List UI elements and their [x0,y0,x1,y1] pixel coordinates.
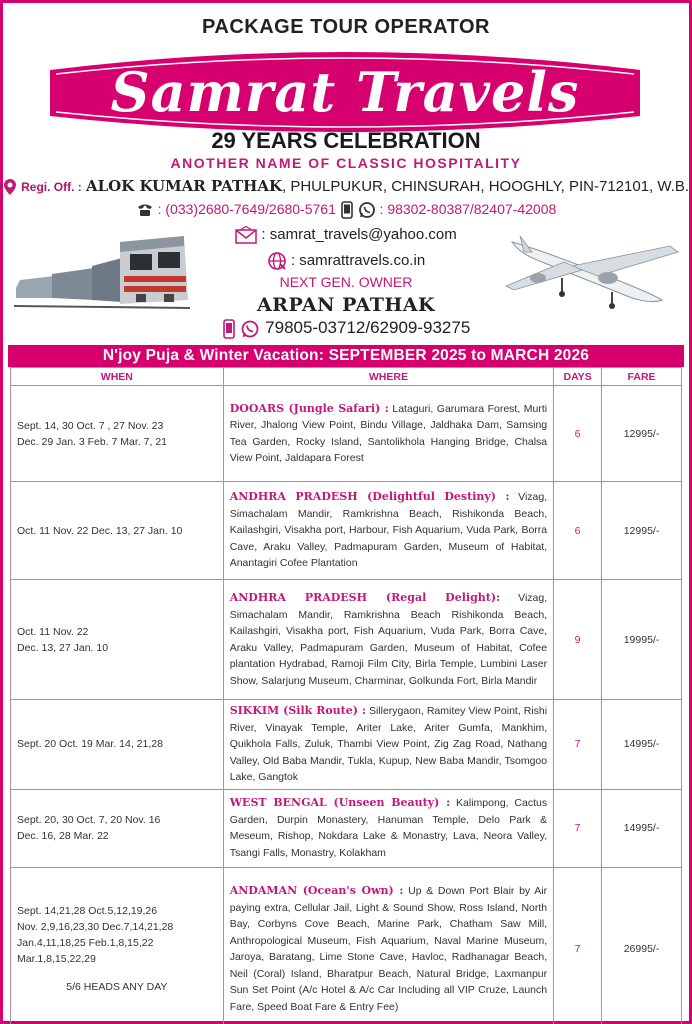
destination-places: Vizag, Simachalam Mandir, Ramkrishna Beach, Rishikonda Beach, Kailashgiri, Visakha port, Harbour, Fish Aquarium, Vuda Park, Borra Cave, Araku Valley, Padmapuram Garden, Museum of Habitat, Anantagiri Cofee Plantation [229,491,548,570]
destination-places: Up & Down Port Blair by Air paying extra, Cellular Jail, Light & Sound Show, Ross Island, North Bay, Corbyns Cove Beach, Marine Park, Chatham Saw Mill, Anthropological Museum, Fish Aquarium, Naval Marine Museum, Jaroya, Baratang, Lime Stone Cave, Havloc, Radhanagar Beach, Neil (Coral) Island, Bharatpur Beach, Natural Bridge, Laxmanpur Sun Set Point (A/c Hotel & A/c Car Including all VIP Cruze, Launch Fare, Speed Boat Fare & Entry Fee) [229,885,548,1013]
owner-phone: 79805-03712/62909-93275 [265,318,471,337]
destination-places: Vizag, Simachalam Mandir, Ramkrishna Beach Rishikonda Beach, Kailashgiri, Visakha port, Fish Aquarium, Vuda Park, Borra Cave, Araku Valley, Padmapuram Garden, Museum of Habitat, Cofee plantation Hydrabad, Ramoji Film City, Birla Temple, Lumbini Laser Show, Salarjung Museum, Charminar, Golkunda Fort, Birla Mandir [229,592,548,687]
group-size-note: 5/6 HEADS ANY DAY [66,981,168,993]
tour-table [10,367,682,1024]
proprietor-name: ALOK KUMAR PATHAK [85,177,282,195]
tour-itinerary [223,700,553,790]
tour-fare: 12995/- [602,386,682,482]
mobile-numbers: : 98302-80387/82407-42008 [379,201,557,217]
tour-fare: 19995/- [602,580,682,700]
tour-itinerary [223,386,553,482]
tour-dates: Sept. 14,21,28 Oct.5,12,19,26 Nov. 2,9,16,23,30 Dec.7,14,21,28 Jan.4,11,18,25 Feb.1,8,15,22 Mar.1,8,15,22,29 5/6 HEADS ANY DAY [11,867,224,1024]
email-address[interactable]: : samrat_travels@yahoo.com [261,226,457,243]
address-text: , PHULPUKUR, CHINSURAH, HOOGHLY, PIN-712101, W.B. [282,178,690,195]
tour-dates: Sept. 14, 30 Oct. 7 , 27 Nov. 23 Dec. 29 Jan. 3 Feb. 7 Mar. 7, 21 [11,386,224,482]
tour-fare: 14995/- [602,789,682,867]
destination-title: WEST BENGAL (Unseen Beauty) : [229,796,451,809]
destination-title: ANDAMAN (Ocean's Own) : [229,884,404,897]
tour-dates: Sept. 20, 30 Oct. 7, 20 Nov. 16 Dec. 16, 28 Mar. 22 [11,789,224,867]
table-row [11,580,682,700]
mobile-phone-icon [222,319,236,339]
landline-number: : (033)2680-7649/2680-5761 [157,201,336,217]
tour-fare: 26995/- [602,867,682,1024]
season-banner: N'joy Puja & Winter Vacation: SEPTEMBER 2025 to MARCH 2026 [8,345,684,367]
tagline: ANOTHER NAME OF CLASSIC HOSPITALITY [170,155,522,171]
header [0,0,692,345]
address-label: Regi. Off. : [21,180,82,194]
envelope-icon [235,226,257,244]
tour-itinerary [223,789,553,867]
whatsapp-icon [240,319,260,339]
owner-name: ARPAN PATHAK [256,294,436,316]
table-row [11,789,682,867]
whatsapp-icon [358,201,376,219]
tour-dates: Oct. 11 Nov. 22 Dec. 13, 27 Jan. 10 [11,580,224,700]
col-fare: FARE [602,368,682,386]
destination-title: SIKKIM (Silk Route) : [229,704,366,717]
destination-title: ANDHRA PRADESH (Delightful Destiny) : [229,490,510,504]
table-row [11,867,682,1024]
table-row [11,700,682,790]
website-url[interactable]: : samrattravels.co.in [290,251,426,269]
tour-itinerary [223,867,553,1024]
globe-icon [267,251,287,271]
celebration-title: 29 YEARS CELEBRATION [211,128,481,153]
location-pin-icon [3,178,17,196]
tour-days: 7 [554,789,602,867]
col-days: DAYS [554,368,602,386]
destination-places: Sillerygaon, Ramitey View Point, Rishi River, Vinayak Temple, Ariter Lake, Ariter Gumfa, Mankhim, Quikhola Falls, Zuluk, Thambi View Point, Zig Zag Road, Nathang Valley, Old Baba Mandir, Tukla, Kupup, New Baba Mandir, Tsomgoo Lake, Gangtok [229,705,548,783]
telephone-icon [136,203,154,217]
tour-itinerary [223,482,553,580]
tour-days: 6 [554,386,602,482]
destination-title: ANDHRA PRADESH (Regal Delight): [229,591,501,604]
tour-dates: Sept. 20 Oct. 19 Mar. 14, 21,28 [11,700,224,790]
airplane-illustration [502,230,680,312]
owner-label: NEXT GEN. OWNER [279,274,413,290]
office-address [0,177,692,196]
tour-itinerary [223,580,553,700]
col-when: WHEN [11,368,224,386]
table-header-row [11,368,682,386]
kicker-text: PACKAGE TOUR OPERATOR [202,16,490,38]
mobile-phone-icon [340,201,354,219]
train-illustration [14,228,190,312]
table-row [11,386,682,482]
destination-places: Kalimpong, Cactus Garden, Durpin Monastery, Hanuman Temple, Delo Park & Meseum, Rishop, Nokdara Lake & Monastry, Lava, Neora Valley, Tsangi Falls, Monastry, Kolakham [229,797,548,859]
tour-days: 9 [554,580,602,700]
tour-days: 7 [554,867,602,1024]
tour-dates: Oct. 11 Nov. 22 Dec. 13, 27 Jan. 10 [11,482,224,580]
tour-fare: 12995/- [602,482,682,580]
phone-numbers [0,201,692,219]
owner-phone-line [0,318,692,339]
tour-days: 6 [554,482,602,580]
brand-name: Samrat Travels [110,60,580,124]
destination-title: DOOARS (Jungle Safari) : [229,401,389,415]
col-where: WHERE [223,368,553,386]
tour-days: 7 [554,700,602,790]
tour-fare: 14995/- [602,700,682,790]
destination-places: Lataguri, Garumara Forest, Murti River, Jhalong View Point, Bindu Village, Jaldhaka Dam, Samsing Tea Garden, Rocky Island, Santolikhola Hanging Bridge, Chalsa View Point, Jaldapara Forest [229,402,548,464]
table-row [11,482,682,580]
